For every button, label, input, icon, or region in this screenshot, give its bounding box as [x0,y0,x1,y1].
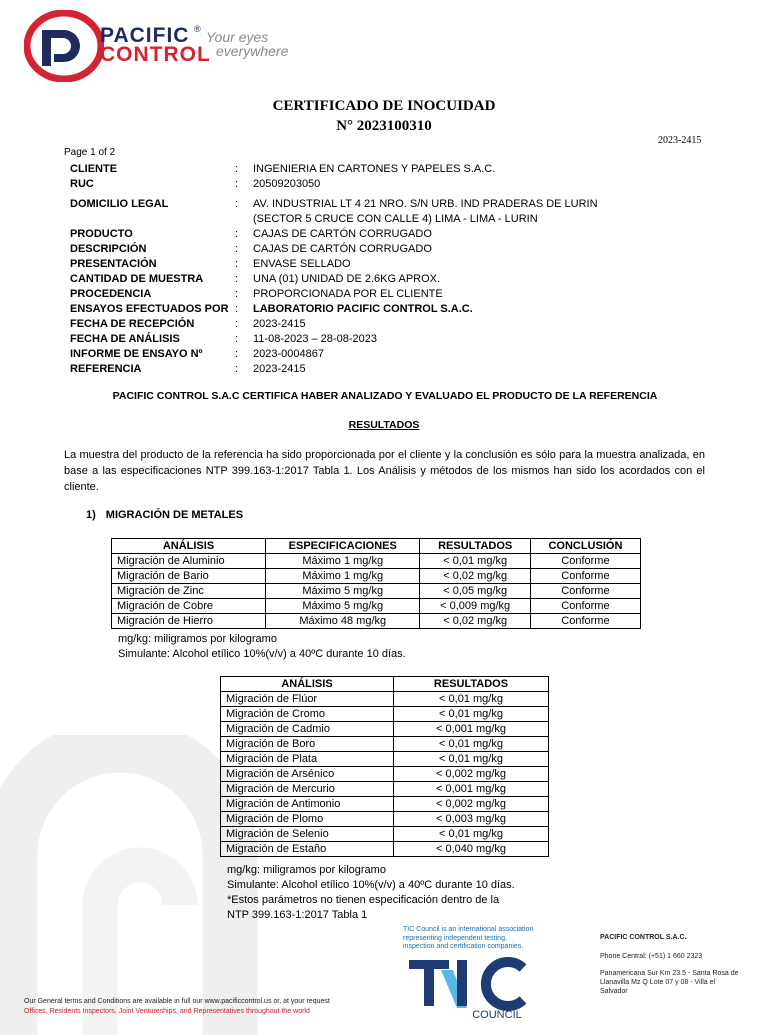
table-cell: < 0,01 mg/kg [394,752,549,767]
table-row [221,812,549,827]
address-line-2: (SECTOR 5 CRUCE CON CALLE 4) LIMA - LIMA - LURIN [253,213,538,225]
additional-metals-table [220,676,549,857]
tagline-line-2: everywhere [216,43,289,59]
section-heading [86,509,243,521]
info-label: PROCEDENCIA [70,288,152,300]
brand-line-1: PACIFIC [100,24,190,47]
table-cell: Máximo 1 mg/kg [266,569,420,584]
info-row [70,302,630,317]
pacific-control-logo-icon [24,10,104,82]
info-value: 2023-2415 [253,363,306,375]
info-value: LABORATORIO PACIFIC CONTROL S.A.C. [253,303,473,315]
reference-code: 2023-2415 [658,135,702,146]
info-separator: : [235,258,239,270]
table-row [112,599,641,614]
info-label: PRODUCTO [70,228,133,240]
info-value [253,197,630,227]
table-cell: < 0,001 mg/kg [394,782,549,797]
table-cell: Conforme [530,569,640,584]
company-name: PACIFIC CONTROL S.A.C. [600,934,687,941]
table-cell: Migración de Plomo [221,812,394,827]
table-cell: Migración de Estaño [221,842,394,857]
brand-tagline [206,30,288,58]
info-value: 11-08-2023 – 28-08-2023 [253,333,377,345]
company-phone: Phone Central: (+51) 1 660 2323 [600,953,703,960]
unit-note: mg/kg: miligramos por kilogramo [118,633,277,645]
table-cell: Conforme [530,614,640,629]
table-row [112,569,641,584]
info-separator: : [235,163,239,175]
info-row [70,287,630,302]
table-cell: Conforme [530,599,640,614]
column-header: RESULTADOS [420,539,530,554]
table-cell: Máximo 5 mg/kg [266,599,420,614]
table-cell: < 0,002 mg/kg [394,797,549,812]
info-label: FECHA DE RECEPCIÓN [70,318,195,330]
table-row [221,827,549,842]
column-header: ESPECIFICACIONES [266,539,420,554]
simulant-note: Simulante: Alcohol etílico 10%(v/v) a 40ºC durante 10 días. [227,879,515,891]
info-value: INGENIERIA EN CARTONES Y PAPELES S.A.C. [253,163,496,175]
table-cell: Máximo 5 mg/kg [266,584,420,599]
table-cell: Migración de Zinc [112,584,266,599]
tagline-line-1: Your eyes [206,29,269,45]
table1-notes [118,632,406,662]
table-cell: Migración de Aluminio [112,554,266,569]
table-cell: < 0,003 mg/kg [394,812,549,827]
info-separator: : [235,228,239,240]
info-label: CLIENTE [70,163,118,175]
certification-statement: PACIFIC CONTROL S.A.C CERTIFICA HABER ANALIZADO Y EVALUADO EL PRODUCTO DE LA REFERENCIA [112,390,658,402]
address-line-1: AV. INDUSTRIAL LT 4 21 NRO. S/N URB. IND PRADERAS DE LURIN [253,198,598,210]
table-cell: < 0,05 mg/kg [420,584,530,599]
table-cell: < 0,040 mg/kg [394,842,549,857]
info-value: 2023-0004867 [253,348,324,360]
table-row [112,584,641,599]
info-row [70,177,630,192]
specification-note-1: *Estos parámetros no tienen especificación dentro de la [227,894,500,906]
info-row [70,242,630,257]
company-address: Panamericana Sur Km 23.5 - Santa Rosa de Llanavilla Mz Q Lote 07 y 08 - Villa el Salvador [600,970,739,995]
certificate-number: N° 2023100310 [336,118,432,134]
info-label: INFORME DE ENSAYO Nº [70,348,203,360]
info-value: CAJAS DE CARTÓN CORRUGADO [253,243,432,255]
table-row [221,692,549,707]
table-cell: Migración de Mercurio [221,782,394,797]
table-row [221,752,549,767]
info-separator: : [235,243,239,255]
info-label: ENSAYOS EFECTUADOS POR [70,303,229,315]
table-cell: Migración de Hierro [112,614,266,629]
column-header: ANÁLISIS [221,677,394,692]
table-cell: Conforme [530,554,640,569]
tic-council-logo-icon [405,956,555,1020]
info-value: PROPORCIONADA POR EL CLIENTE [253,288,443,300]
column-header: RESULTADOS [394,677,549,692]
specification-note-2: NTP 399.163-1:2017 Tabla 1 [227,909,368,921]
table-cell: Migración de Selenio [221,827,394,842]
registered-mark: ® [194,24,201,34]
info-row [70,362,630,377]
tic-description-line: TIC Council is an international association [403,926,534,933]
table-row [221,782,549,797]
info-row [70,317,630,332]
info-label: REFERENCIA [70,363,142,375]
offices-notice: Offices, Residents Inspectors, Joint Ventureships, and Representatives throughout the world [24,1008,310,1015]
info-value: 20509203050 [253,178,321,190]
table-cell: < 0,01 mg/kg [394,827,549,842]
column-header: ANÁLISIS [112,539,266,554]
tic-description-line: representing independent testing, [403,934,507,942]
table-cell: < 0,009 mg/kg [420,599,530,614]
brand-line-2: CONTROL [100,43,211,66]
table-cell: Migración de Antimonio [221,797,394,812]
info-separator: : [235,348,239,360]
table-row [221,767,549,782]
results-heading: RESULTADOS [348,419,420,431]
table-cell: < 0,01 mg/kg [420,554,530,569]
info-separator: : [235,318,239,330]
table-header-row [112,539,641,554]
table-cell: < 0,01 mg/kg [394,707,549,722]
info-label: DESCRIPCIÓN [70,243,147,255]
table-cell: < 0,02 mg/kg [420,569,530,584]
info-label: PRESENTACIÓN [70,258,157,270]
info-separator: : [235,333,239,345]
simulant-note: Simulante: Alcohol etílico 10%(v/v) a 40ºC durante 10 días. [118,648,406,660]
info-label: DOMICILIO LEGAL [70,198,169,210]
metals-migration-table [111,538,641,629]
info-row [70,332,630,347]
tic-council-word: COUNCIL [472,1009,522,1020]
certificate-title: CERTIFICADO DE INOCUIDAD [272,98,496,114]
table-row [221,842,549,857]
table-row [112,554,641,569]
table-cell: < 0,002 mg/kg [394,767,549,782]
table-cell: Migración de Plata [221,752,394,767]
table-row [221,722,549,737]
info-value: 2023-2415 [253,318,306,330]
table-cell: Migración de Flúor [221,692,394,707]
table-cell: < 0,01 mg/kg [394,737,549,752]
tic-description-line: inspection and certification companies. [403,943,524,950]
table-cell: Migración de Cromo [221,707,394,722]
client-info [70,162,630,377]
info-separator: : [235,363,239,375]
table-cell: Migración de Bario [112,569,266,584]
info-label: CANTIDAD DE MUESTRA [70,273,204,285]
info-value: UNA (01) UNIDAD DE 2.6KG APROX. [253,273,441,285]
table-row [112,614,641,629]
table2-notes [227,863,537,923]
unit-note: mg/kg: miligramos por kilogramo [227,864,386,876]
info-value: ENVASE SELLADO [253,258,351,270]
info-separator: : [235,288,239,300]
info-separator: : [235,303,239,315]
table-cell: Máximo 1 mg/kg [266,554,420,569]
table-cell: Migración de Boro [221,737,394,752]
intro-paragraph: La muestra del producto de la referencia ha sido proporcionada por el cliente y la conclusión es sólo para la muestra analizada, en base a las especificaciones NTP 399.163-1:2017 Tabla 1. Los Análisis y métodos de los mismos han sido los acordados con el cliente. [64,449,705,493]
table-header-row [221,677,549,692]
info-value: CAJAS DE CARTÓN CORRUGADO [253,228,432,240]
info-row [70,227,630,242]
tic-council-description [403,926,553,952]
table-cell: < 0,001 mg/kg [394,722,549,737]
info-row [70,272,630,287]
table-row [221,797,549,812]
info-row [70,197,630,227]
table-cell: Conforme [530,584,640,599]
terms-notice: Our General terms and Conditions are available in full our www.pacificcontrol.us or, at your request [24,998,330,1005]
info-label: FECHA DE ANÁLISIS [70,333,180,345]
section-number: 1) [86,509,96,521]
info-row [70,257,630,272]
table-cell: < 0,01 mg/kg [394,692,549,707]
table-cell: Migración de Arsénico [221,767,394,782]
table-cell: Migración de Cadmio [221,722,394,737]
table-cell: < 0,02 mg/kg [420,614,530,629]
table-cell: Máximo 48 mg/kg [266,614,420,629]
info-separator: : [235,273,239,285]
info-row [70,162,630,177]
page-number: Page 1 of 2 [64,147,116,158]
table-row [221,737,549,752]
info-separator: : [235,198,239,210]
table-cell: Migración de Cobre [112,599,266,614]
info-row [70,347,630,362]
info-label: RUC [70,178,94,190]
column-header: CONCLUSIÓN [530,539,640,554]
section-title: MIGRACIÓN DE METALES [105,509,244,521]
table-row [221,707,549,722]
company-contact [600,933,740,996]
info-separator: : [235,178,239,190]
